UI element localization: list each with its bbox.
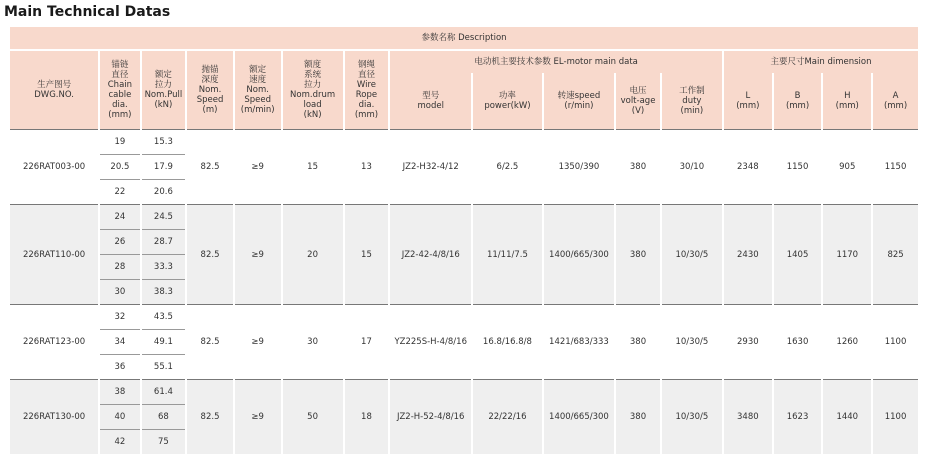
table-group — [10, 204, 918, 304]
description-header: 参数名称 Description — [10, 27, 918, 49]
chain-cell: 20.5 — [100, 154, 139, 179]
B-cell: 1405 — [774, 204, 822, 304]
pull-cell: 75 — [142, 429, 186, 454]
pull-cell: 28.7 — [142, 229, 186, 254]
L-cell: 2348 — [724, 129, 772, 204]
dimension-header: 主要尺寸Main dimension — [724, 51, 918, 73]
H-cell: 1440 — [823, 379, 871, 454]
drum-cell: 50 — [283, 379, 343, 454]
pull-cell: 20.6 — [142, 179, 186, 204]
table-group — [10, 129, 918, 204]
L-cell: 3480 — [724, 379, 772, 454]
model-cell: JZ2-H32-4/12 — [390, 129, 471, 204]
pull-cell: 55.1 — [142, 354, 186, 379]
rope-cell: 18 — [345, 379, 389, 454]
chain-cell: 28 — [100, 254, 139, 279]
voltage-header: 电压 volt-age (V) — [616, 73, 660, 129]
H-cell: 1170 — [823, 204, 871, 304]
speed-cell: ≥9 — [235, 204, 281, 304]
A-cell: 1100 — [873, 379, 918, 454]
duty-cell: 10/30/5 — [662, 379, 722, 454]
table-row — [10, 379, 918, 404]
dwg-cell: 226RAT003-00 — [10, 129, 98, 204]
speed-cell: ≥9 — [235, 129, 281, 204]
wire-rope-header: 钢绳 直径 Wire Rope dia. (mm) — [345, 51, 389, 129]
depth-cell: 82.5 — [187, 304, 233, 379]
B-cell: 1630 — [774, 304, 822, 379]
power-cell: 11/11/7.5 — [473, 204, 541, 304]
L-cell: 2430 — [724, 204, 772, 304]
A-cell: 1100 — [873, 304, 918, 379]
model-header: 型号 model — [390, 73, 471, 129]
pull-cell: 68 — [142, 404, 186, 429]
rope-cell: 13 — [345, 129, 389, 204]
drum-load-header: 额度 系统 拉力 Nom.drum load (kN) — [283, 51, 343, 129]
model-cell: YZ225S-H-4/8/16 — [390, 304, 471, 379]
depth-cell: 82.5 — [187, 379, 233, 454]
technical-data-table — [8, 27, 920, 454]
dim-H-header: H (mm) — [823, 73, 871, 129]
power-header: 功率 power(kW) — [473, 73, 541, 129]
volt-cell: 380 — [616, 129, 660, 204]
dwg-cell: 226RAT110-00 — [10, 204, 98, 304]
duty-header: 工作制 duty (min) — [662, 73, 722, 129]
power-cell: 16.8/16.8/8 — [473, 304, 541, 379]
volt-cell: 380 — [616, 204, 660, 304]
duty-cell: 10/30/5 — [662, 304, 722, 379]
table-group — [10, 304, 918, 379]
L-cell: 2930 — [724, 304, 772, 379]
chain-cell: 34 — [100, 329, 139, 354]
chain-cell: 24 — [100, 204, 139, 229]
pull-cell: 49.1 — [142, 329, 186, 354]
pull-cell: 15.3 — [142, 129, 186, 154]
rope-cell: 15 — [345, 204, 389, 304]
B-cell: 1623 — [774, 379, 822, 454]
motor-header: 电动机主要技术参数 EL-motor main data — [390, 51, 722, 73]
rope-cell: 17 — [345, 304, 389, 379]
pull-cell: 24.5 — [142, 204, 186, 229]
model-cell: JZ2-H-52-4/8/16 — [390, 379, 471, 454]
volt-cell: 380 — [616, 379, 660, 454]
H-cell: 1260 — [823, 304, 871, 379]
rspeed-cell: 1350/390 — [544, 129, 615, 204]
pull-cell: 43.5 — [142, 304, 186, 329]
chain-dia-header: 锚链 直径 Chain cable dia. (mm) — [100, 51, 139, 129]
model-cell: JZ2-42-4/8/16 — [390, 204, 471, 304]
depth-header: 抛锚 深度 Nom. Speed (m) — [187, 51, 233, 129]
chain-cell: 19 — [100, 129, 139, 154]
chain-cell: 38 — [100, 379, 139, 404]
table-group — [10, 379, 918, 454]
rspeed-cell: 1400/665/300 — [544, 204, 615, 304]
speed-cell: ≥9 — [235, 304, 281, 379]
rspeed-header: 转速speed (r/min) — [544, 73, 615, 129]
tech-table-wrapper — [8, 27, 920, 454]
rspeed-cell: 1400/665/300 — [544, 379, 615, 454]
drum-cell: 20 — [283, 204, 343, 304]
chain-cell: 40 — [100, 404, 139, 429]
dim-B-header: B (mm) — [774, 73, 822, 129]
pull-cell: 17.9 — [142, 154, 186, 179]
dim-A-header: A (mm) — [873, 73, 918, 129]
chain-cell: 36 — [100, 354, 139, 379]
dim-L-header: L (mm) — [724, 73, 772, 129]
nom-speed-header: 额定 速度 Nom. Speed (m/min) — [235, 51, 281, 129]
chain-cell: 26 — [100, 229, 139, 254]
nom-pull-header: 额定 拉力 Nom.Pull (kN) — [142, 51, 186, 129]
page-title: Main Technical Datas — [4, 4, 171, 20]
speed-cell: ≥9 — [235, 379, 281, 454]
chain-cell: 22 — [100, 179, 139, 204]
table-row — [10, 304, 918, 329]
rspeed-cell: 1421/683/333 — [544, 304, 615, 379]
table-row — [10, 129, 918, 154]
pull-cell: 38.3 — [142, 279, 186, 304]
duty-cell: 10/30/5 — [662, 204, 722, 304]
power-cell: 22/22/16 — [473, 379, 541, 454]
chain-cell: 30 — [100, 279, 139, 304]
pull-cell: 61.4 — [142, 379, 186, 404]
depth-cell: 82.5 — [187, 129, 233, 204]
dwg-cell: 226RAT123-00 — [10, 304, 98, 379]
duty-cell: 30/10 — [662, 129, 722, 204]
table-row — [10, 204, 918, 229]
A-cell: 825 — [873, 204, 918, 304]
power-cell: 6/2.5 — [473, 129, 541, 204]
depth-cell: 82.5 — [187, 204, 233, 304]
dwg-cell: 226RAT130-00 — [10, 379, 98, 454]
B-cell: 1150 — [774, 129, 822, 204]
chain-cell: 42 — [100, 429, 139, 454]
drum-cell: 15 — [283, 129, 343, 204]
H-cell: 905 — [823, 129, 871, 204]
pull-cell: 33.3 — [142, 254, 186, 279]
dwg-header: 生产图号 DWG.NO. — [10, 51, 98, 129]
drum-cell: 30 — [283, 304, 343, 379]
volt-cell: 380 — [616, 304, 660, 379]
chain-cell: 32 — [100, 304, 139, 329]
A-cell: 1150 — [873, 129, 918, 204]
